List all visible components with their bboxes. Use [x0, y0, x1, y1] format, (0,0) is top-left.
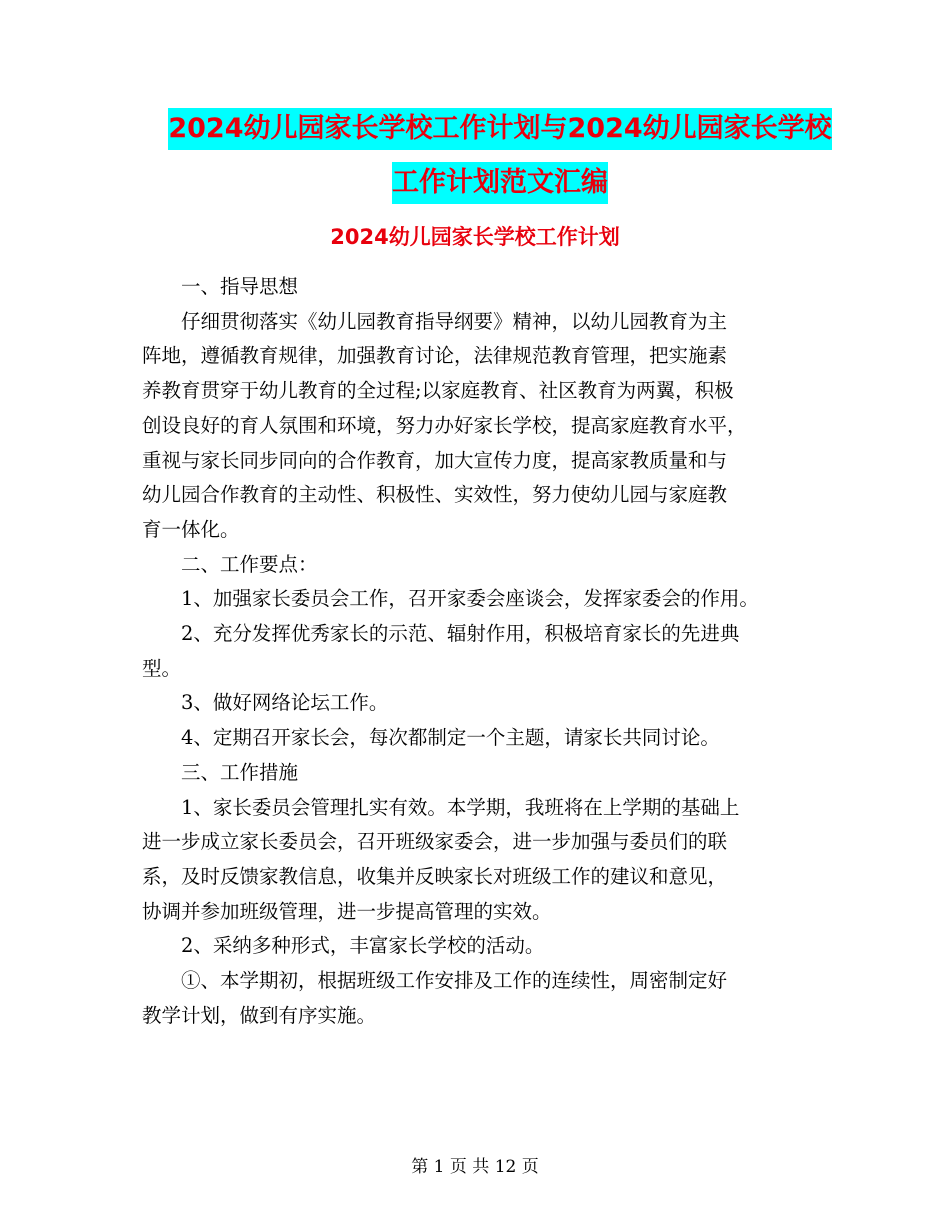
paragraph-line: 仔细贯彻落实《幼儿园教育指导纲要》精神，以幼儿园教育为主	[181, 309, 728, 333]
paragraph	[142, 305, 822, 548]
paragraph-line: 型。	[142, 656, 182, 680]
paragraph-line: 三、工作措施	[181, 760, 299, 784]
paragraph-line: 协调并参加班级管理，进一步提高管理的实效。	[142, 899, 552, 923]
paragraph	[142, 964, 822, 1033]
paragraph	[142, 929, 822, 964]
paragraph-line: 系，及时反馈家教信息，收集并反映家长对班级工作的建议和意见，	[142, 864, 728, 888]
paragraph-line: 3、做好网络论坛工作。	[181, 691, 389, 715]
paragraph-line: 1、加强家长委员会工作，召开家委会座谈会，发挥家委会的作用。	[181, 587, 759, 611]
paragraph	[142, 548, 822, 583]
paragraph-line: 二、工作要点：	[181, 552, 318, 576]
document-body	[142, 270, 822, 1033]
paragraph	[142, 582, 822, 617]
paragraph-line: 养教育贯穿于幼儿教育的全过程;以家庭教育、社区教育为两翼，积极	[142, 379, 734, 403]
paragraph-line: 教学计划，做到有序实施。	[142, 1003, 377, 1027]
title-line-1: 2024幼儿园家长学校工作计划与2024幼儿园家长学校	[168, 108, 831, 150]
paragraph-line: 阵地，遵循教育规律，加强教育讨论，法律规范教育管理，把实施素	[142, 344, 728, 368]
paragraph-line: 重视与家长同步同向的合作教育，加大宣传力度，提高家教质量和与	[142, 448, 728, 472]
paragraph-line: 2、采纳多种形式，丰富家长学校的活动。	[181, 934, 545, 958]
paragraph-line: 2、充分发挥优秀家长的示范、辐射作用，积极培育家长的先进典	[181, 622, 740, 646]
section-heading: 2024幼儿园家长学校工作计划	[330, 225, 620, 249]
paragraph-line: 进一步成立家长委员会，召开班级家委会，进一步加强与委员们的联	[142, 830, 728, 854]
page-number-footer: 第 1 页 共 12 页	[411, 1157, 539, 1177]
paragraph-line: 4、定期召开家长会，每次都制定一个主题，请家长共同讨论。	[181, 726, 720, 750]
paragraph	[142, 686, 822, 721]
paragraph-line: 创设良好的育人氛围和环境，努力办好家长学校，提高家庭教育水平，	[142, 413, 747, 437]
paragraph-line: 1、家长委员会管理扎实有效。本学期，我班将在上学期的基础上	[181, 795, 740, 819]
paragraph-line: 一、指导思想	[181, 275, 299, 298]
document-title	[100, 108, 900, 204]
paragraph	[142, 270, 822, 305]
paragraph	[142, 721, 822, 756]
paragraph	[142, 791, 822, 930]
paragraph	[142, 617, 822, 686]
paragraph	[142, 756, 822, 791]
paragraph-line: ①、本学期初，根据班级工作安排及工作的连续性，周密制定好	[181, 969, 728, 993]
paragraph-line: 幼儿园合作教育的主动性、积极性、实效性，努力使幼儿园与家庭教	[142, 483, 728, 507]
paragraph-line: 育一体化。	[142, 517, 240, 541]
title-line-2: 工作计划范文汇编	[392, 162, 608, 204]
